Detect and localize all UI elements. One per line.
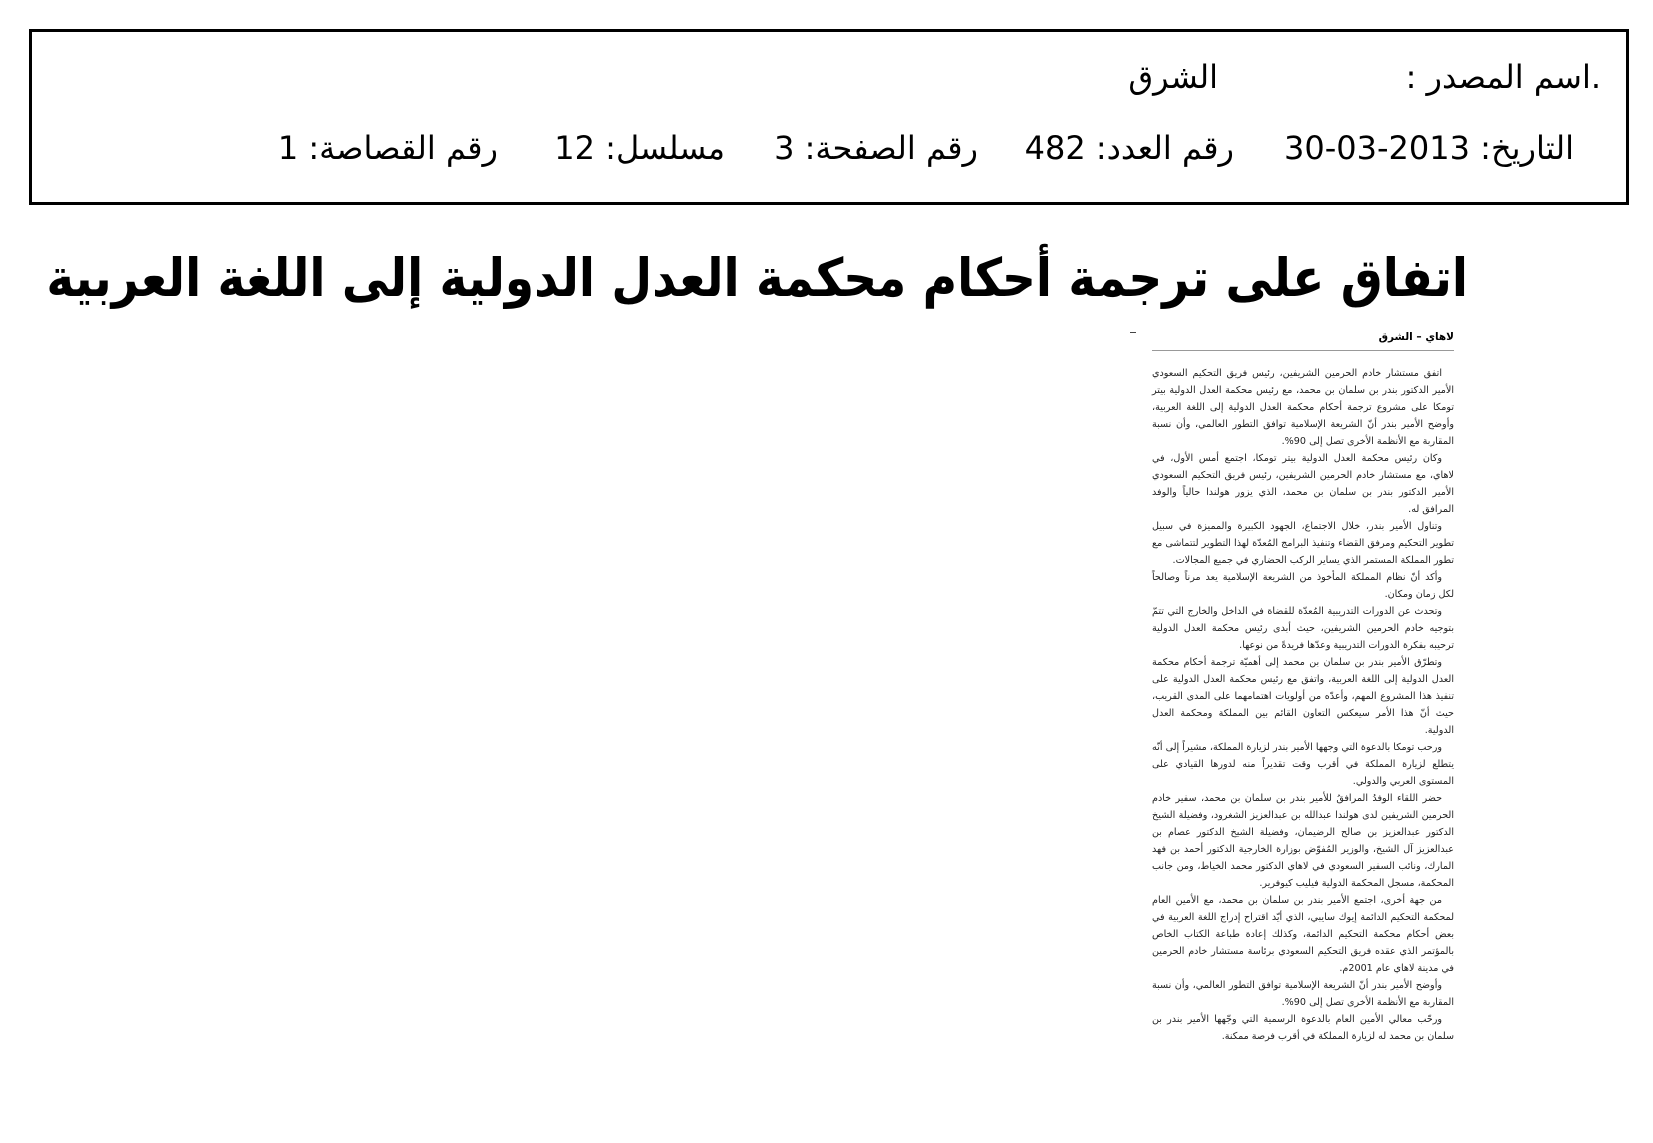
article-paragraph: وتناول الأمير بندر، خلال الاجتماع، الجهود الكبيرة والمميزة في سبيل تطوير التحكيم ومرفق القضاء وتنفيذ البرامج المُعدّة لهذا التطوير لتتماشى مع تطور المملكة المستمر الذي يساير الركب الحضاري في جميع المجالات.	[1152, 521, 1454, 566]
clipping-metadata-box	[29, 29, 1629, 205]
issue-label: رقم العدد:	[1095, 129, 1234, 167]
date-value: 2013-03-30	[1284, 129, 1470, 167]
serial-value: 12	[554, 129, 595, 167]
serial-label: مسلسل:	[605, 129, 725, 167]
clip-field	[278, 129, 498, 167]
date-field	[1284, 129, 1574, 167]
article-paragraph: وتحدث عن الدورات التدريبية المُعدّة للقضاة في الداخل والخارج التي تتمّ بتوجيه خادم الحرمين الشريفين، حيث أبدى رئيس محكمة العدل الدولية ترحيبه بفكرة الدورات التدريبية وعدّها فريدةً من نوعها.	[1152, 606, 1454, 651]
issue-field	[1025, 129, 1234, 167]
serial-field	[554, 129, 725, 167]
clip-label: رقم القصاصة:	[308, 129, 498, 167]
column-divider-mark	[1130, 332, 1136, 333]
page-label: رقم الصفحة:	[804, 129, 978, 167]
article-paragraph: وتطرّق الأمير بندر بن سلمان بن محمد إلى أهميّة ترجمة أحكام محكمة العدل الدولية إلى اللغة العربية، واتفق مع رئيس محكمة العدل الدولية على تنفيذ هذا المشروع المهم، وأعدّه من أولويات اهتمامهما على المدى القريب، حيث أنّ هذا الأمر سيعكس التعاون القائم بين المملكة ومحكمة العدل الدولية.	[1152, 657, 1454, 736]
article-paragraph: حضر اللقاء الوفدُ المرافقُ للأمير بندر بن سلمان بن محمد، سفير خادم الحرمين الشريفين لدى هولندا عبدالله بن عبدالعزيز الشغرود، وفضيلة الشيخ الدكتور عبدالعزيز بن صالح الرضيمان، وفضيلة الشيخ الدكتور عصام بن عبدالعزيز آل الشيخ، والوزير المُفوّض بوزارة الخارجية الدكتور أحمد بن فهد المارك، ونائب السفير السعودي في لاهاي الدكتور محمد الخياط، ومن جانب المحكمة، مسجل المحكمة الدولية فيليب كيوفرير.	[1152, 793, 1454, 889]
article-paragraph: وأكد أنّ نظام المملكة المأخوذ من الشريعة الإسلامية يعد مرناً وصالحاً لكل زمان ومكان.	[1152, 572, 1454, 600]
article-paragraph: ورحب تومكا بالدعوة التي وجهها الأمير بندر لزيارة المملكة، مشيراً إلى أنّه يتطلع لزيارة المملكة في أقرب وقت تقديراً منه لدورها القيادي على المستوى العربي والدولي.	[1152, 742, 1454, 787]
article-paragraph: اتفق مستشار خادم الحرمين الشريفين، رئيس فريق التحكيم السعودي الأمير الدكتور بندر بن سلمان بن محمد، مع رئيس محكمة العدل الدولية بيتر تومكا على مشروع ترجمة أحكام محكمة العدل الدولية إلى اللغة العربية، وأوضح الأمير بندر أنّ الشريعة الإسلامية توافق التطور العالمي، وأن نسبة المقاربة مع الأنظمة الأخرى تصل إلى 90%.	[1152, 368, 1454, 447]
page-field	[774, 129, 978, 167]
article-paragraph: ورحّب معالي الأمين العام بالدعوة الرسمية التي وجّهها الأمير بندر بن سلمان بن محمد له لزيارة المملكة في أقرب فرصة ممكنة.	[1152, 1014, 1454, 1042]
article-headline: اتفاق على ترجمة أحكام محكمة العدل الدولية إلى اللغة العربية	[46, 248, 1468, 310]
page-value: 3	[774, 129, 795, 167]
article-body	[1152, 329, 1454, 1045]
article-paragraph: من جهة أخرى، اجتمع الأمير بندر بن سلمان بن محمد، مع الأمين العام لمحكمة التحكيم الدائمة إيوك سايبي، الذي أيّد اقتراح إدراج اللغة العربية في بعض أحكام محكمة التحكيم الدائمة، وكذلك إعادة طباعة الكتاب الخاص بالمؤتمر الذي عقده فريق التحكيم السعودي برئاسة مستشار خادم الحرمين في مدينة لاهاي عام 2001م.	[1152, 895, 1454, 974]
clip-value: 1	[277, 129, 299, 167]
article-dateline: لاهاي – الشرق	[1152, 329, 1454, 351]
source-label: .اسم المصدر :	[1405, 58, 1601, 96]
issue-value: 482	[1024, 129, 1086, 167]
date-label: التاريخ:	[1480, 129, 1574, 167]
article-paragraph: وأوضح الأمير بندر أنّ الشريعة الإسلامية توافق التطور العالمي، وأن نسبة المقاربة مع الأنظمة الأخرى تصل إلى 90%.	[1152, 980, 1454, 1008]
source-value: الشرق	[1128, 58, 1218, 96]
article-paragraph: وكان رئيس محكمة العدل الدولية بيتر تومكا، اجتمع أمس الأول، في لاهاي، مع مستشار خادم الحرمين الشريفين، رئيس فريق التحكيم السعودي الأمير الدكتور بندر بن سلمان بن محمد، الذي يزور هولندا حالياً والوفد المرافق له.	[1152, 453, 1454, 515]
